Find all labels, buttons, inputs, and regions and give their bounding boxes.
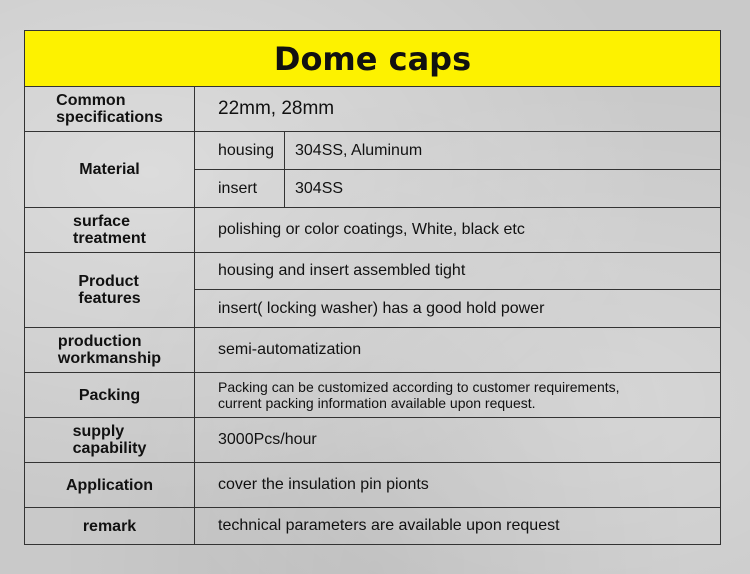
row-value: cover the insulation pin pionts bbox=[218, 476, 429, 493]
row-label: Application bbox=[25, 463, 195, 507]
row-surface-treatment bbox=[25, 208, 720, 253]
row-label-line: treatment bbox=[73, 230, 146, 247]
subrow-value: 304SS bbox=[295, 179, 344, 197]
row-label-line: supply bbox=[72, 423, 125, 440]
row-label: remark bbox=[25, 508, 195, 544]
subrow-label: insert bbox=[195, 170, 285, 207]
row-label: Packing bbox=[25, 373, 195, 417]
row-supply-capability bbox=[25, 418, 720, 463]
subrow-value: 304SS, Aluminum bbox=[295, 141, 423, 159]
row-packing bbox=[25, 373, 720, 418]
material-subrow-insert bbox=[195, 170, 720, 207]
row-label-line: production bbox=[57, 333, 142, 350]
subrow-value: housing and insert assembled tight bbox=[218, 262, 466, 279]
row-label bbox=[25, 87, 195, 131]
row-label-line: capability bbox=[72, 440, 147, 457]
product-subrow bbox=[195, 253, 720, 290]
row-production-workmanship bbox=[25, 328, 720, 373]
row-label-line: Common bbox=[56, 92, 126, 109]
row-label-line: workmanship bbox=[57, 350, 162, 367]
row-label-line: features bbox=[78, 290, 141, 307]
subrow-label: housing bbox=[195, 132, 285, 169]
row-value-line: Packing can be customized according to customer requirements, bbox=[218, 379, 620, 395]
row-application bbox=[25, 463, 720, 508]
row-label bbox=[25, 253, 195, 327]
row-value: semi-automatization bbox=[218, 341, 362, 358]
row-value: polishing or color coatings, White, black etc bbox=[218, 221, 525, 238]
row-value: technical parameters are available upon request bbox=[218, 517, 560, 534]
row-value: 22mm, 28mm bbox=[218, 98, 335, 119]
row-label bbox=[25, 418, 195, 462]
subrow-value: insert( locking washer) has a good hold power bbox=[218, 299, 545, 317]
row-value bbox=[218, 373, 620, 417]
row-value: 3000Pcs/hour bbox=[218, 431, 317, 448]
product-subrow bbox=[195, 290, 720, 327]
row-common-specifications bbox=[25, 87, 720, 132]
row-material bbox=[25, 132, 720, 208]
row-product-features bbox=[25, 253, 720, 328]
row-label-line: Product bbox=[78, 273, 139, 290]
spec-sheet bbox=[24, 30, 721, 545]
row-label: Material bbox=[25, 132, 195, 207]
row-label bbox=[25, 208, 195, 252]
row-label-line: specifications bbox=[56, 109, 163, 126]
page-title: Dome caps bbox=[25, 31, 720, 87]
row-value-line: current packing information available upon request. bbox=[218, 395, 536, 411]
material-subrow-housing bbox=[195, 132, 720, 170]
row-remark bbox=[25, 508, 720, 544]
row-label bbox=[25, 328, 195, 372]
row-label-line: surface bbox=[73, 213, 130, 230]
